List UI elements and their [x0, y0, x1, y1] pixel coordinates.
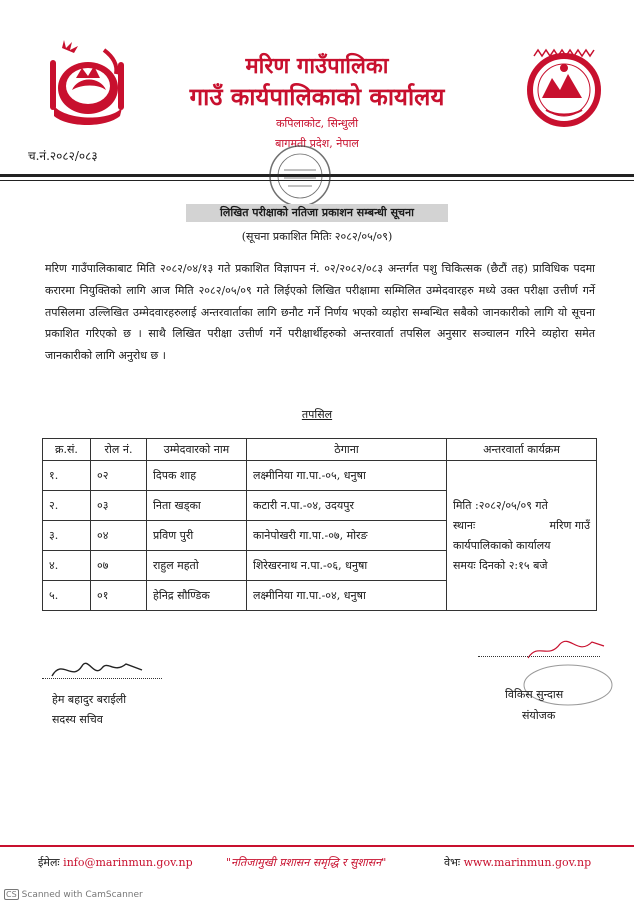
office-title-line2: गाउँ कार्यपालिकाको कार्यालय: [189, 83, 445, 111]
interview-place-line1: मरिण गाउँ: [549, 518, 590, 532]
cell-address: शिरेखरनाथ न.पा.-०६, धनुषा: [247, 551, 447, 581]
col-header-interview: अन्तरवार्ता कार्यक्रम: [447, 439, 597, 461]
signatory-left-name: हेम बहादुर बराईली: [52, 693, 127, 706]
cell-name: दिपक शाह: [147, 461, 247, 491]
signatory-right-role: संयोजक: [522, 709, 556, 722]
scanner-watermark-text: Scanned with CamScanner: [21, 890, 143, 900]
cell-roll: ०४: [91, 521, 147, 551]
signature-line-right: [478, 656, 600, 657]
col-header-address: ठेगाना: [247, 439, 447, 461]
footer-web-label: वेभः: [444, 856, 461, 869]
cell-roll: ०७: [91, 551, 147, 581]
office-address-line1: कपिलाकोट, सिन्धुली: [275, 117, 359, 130]
cell-name: राहुल महतो: [147, 551, 247, 581]
scanner-watermark: [4, 889, 143, 900]
col-header-name: उम्मेदवारको नाम: [147, 439, 247, 461]
cell-address: कानेपोखरी गा.पा.-०७, मोरङ: [247, 521, 447, 551]
cell-roll: ०१: [91, 581, 147, 611]
cell-name: प्रविण पुरी: [147, 521, 247, 551]
interview-schedule-cell: [447, 461, 597, 611]
cell-name: हेनिद्र सौण्डिक: [147, 581, 247, 611]
camscanner-logo-icon: CS: [6, 890, 17, 899]
footer-motto: "नतिजामुखी प्रशासन समृद्धि र सुशासन": [226, 856, 387, 869]
coordinator-stamp-icon: [520, 660, 616, 710]
cell-roll: ०३: [91, 491, 147, 521]
cell-address: लक्ष्मीनिया गा.पा.-०५, धनुषा: [247, 461, 447, 491]
cell-address: लक्ष्मीनिया गा.पा.-०४, धनुषा: [247, 581, 447, 611]
interview-date: मिति :२०८२/०५/०९ गते: [453, 498, 548, 512]
interview-place-label: स्थानः: [453, 518, 476, 532]
office-address-line2: बागमती प्रदेश, नेपाल: [275, 137, 359, 150]
notice-body: मरिण गाउँपालिकाबाट मिति २०८२/०४/१३ गते प्रकाशित विज्ञापन नं. ०२/२०८२/०८३ अन्तर्गत पशु चिकित्सक (छैटौं तह) प्राविधिक पदमा करारमा नियुक्तिको लागि आज मिति २०८२/०५/०९ गते लिईएको लिखित परीक्षामा सम्मिलित उम्मेदवारहरु मध्ये उक्त परीक्षा उत्तीर्ण गर्ने तपसिलमा उल्लिखित उम्मेदवारहरुलाई अन्तरवार्ताका लागि छनौट गर्ने निर्णय भएको व्यहोरा सम्बन्धित सबैको जानकारीको लागि यो सूचना प्रकाशित गरिएको छ । साथै लिखित परीक्षा उत्तीर्ण गर्ने परीक्षार्थीहरुको अन्तरवार्ता तपसिल अनुसार सञ्चालन गरिने व्यहोरा समेत जानकारीको लागि अनुरोध छ ।: [45, 262, 595, 363]
schedule-heading-text: तपसिल: [301, 408, 333, 421]
col-header-sn: क्र.सं.: [43, 439, 91, 461]
table-header-row: [43, 439, 597, 461]
cell-sn: १.: [43, 461, 91, 491]
cell-sn: २.: [43, 491, 91, 521]
cell-sn: ३.: [43, 521, 91, 551]
signatory-left-role: सदस्य सचिव: [52, 713, 103, 726]
footer-divider: [0, 845, 634, 847]
cell-name: निता खड्का: [147, 491, 247, 521]
cell-sn: ४.: [43, 551, 91, 581]
interview-place-line2: कार्यपालिकाको कार्यालय: [453, 538, 551, 552]
reference-number: च.नं.२०८२/०८३: [28, 149, 98, 163]
cell-roll: ०२: [91, 461, 147, 491]
cell-address: कटारी न.पा.-०४, उदयपुर: [247, 491, 447, 521]
office-title-line1: मरिण गाउँपालिका: [245, 54, 389, 79]
schedule-heading: [0, 407, 634, 422]
results-table: [42, 438, 597, 611]
signatory-right-name: विकिस सुन्दास: [505, 688, 564, 701]
footer-email-label: ईमेलः: [38, 856, 60, 869]
footer-email: [38, 855, 193, 870]
footer-web-address[interactable]: www.marinmun.gov.np: [463, 856, 592, 869]
interview-time: समयः दिनको २:१५ बजे: [453, 558, 548, 572]
notice-publish-date: (सूचना प्रकाशित मितिः २०८२/०५/०९): [241, 230, 393, 243]
notice-title: लिखित परीक्षाको नतिजा प्रकाशन सम्बन्धी सूचना: [186, 204, 448, 222]
col-header-roll: रोल नं.: [91, 439, 147, 461]
footer-website: [444, 855, 591, 870]
signature-line-left: [42, 678, 162, 679]
table-row: [43, 461, 597, 491]
footer-email-address[interactable]: info@marinmun.gov.np: [63, 856, 193, 869]
interview-place-row: [453, 516, 590, 536]
signature-left-icon: [42, 648, 162, 688]
cell-sn: ५.: [43, 581, 91, 611]
